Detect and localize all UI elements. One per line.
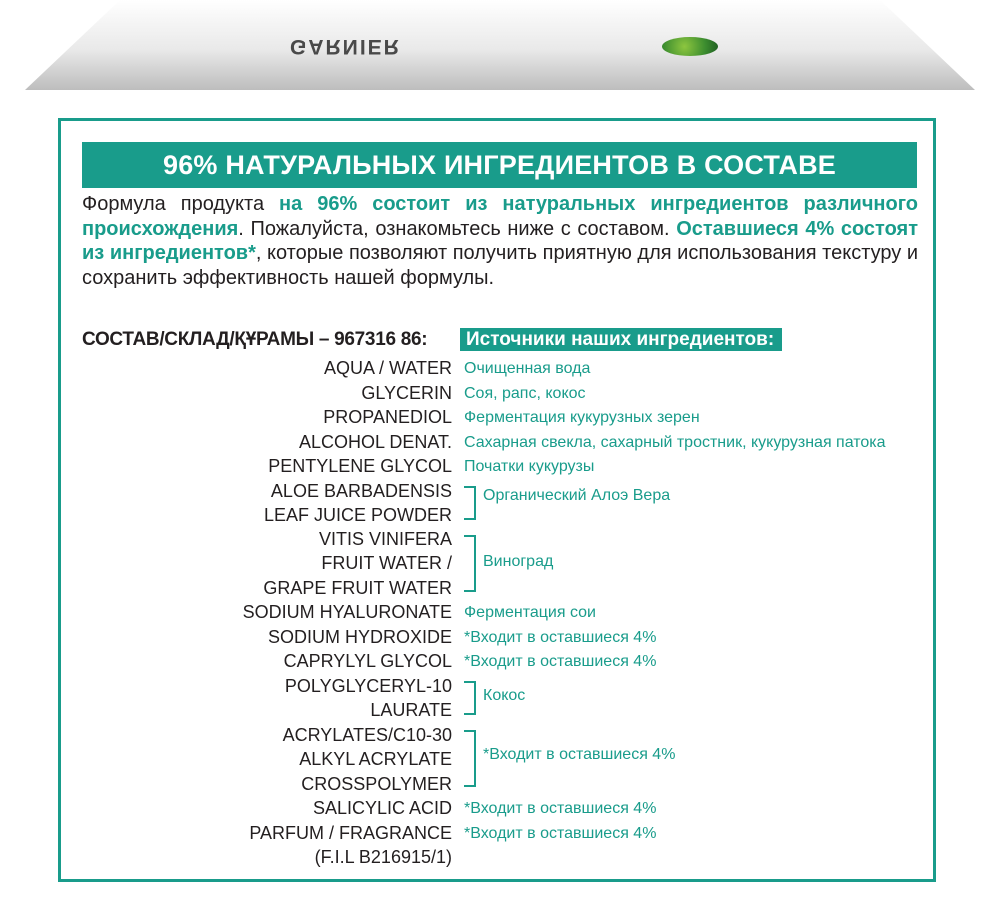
intro-text-2: . Пожалуйста, ознакомьтесь ниже с составом.	[238, 217, 677, 240]
intro-highlight-2: Оставшиеся 4% состоят из ингредиентов*	[82, 217, 918, 264]
ingredient-name: PENTYLENE GLYCOL	[268, 456, 452, 476]
ingredient-name: SODIUM HYALURONATE	[242, 602, 452, 622]
ingredient-name: ALKYL ACRYLATE	[299, 749, 452, 769]
ingredient-name: ALCOHOL DENAT.	[298, 432, 452, 452]
ingredient-source: *Входит в оставшиеся 4%	[483, 746, 676, 763]
ingredient-name: VITIS VINIFERA	[318, 529, 452, 549]
ingredient-source: Ферментация сои	[464, 604, 596, 621]
ingredient-source: *Входит в оставшиеся 4%	[464, 653, 657, 670]
ingredient-source: Ферментация кукурузных зерен	[464, 409, 700, 426]
natural-ingredients-banner: 96% НАТУРАЛЬНЫХ ИНГРЕДИЕНТОВ В СОСТАВЕ	[82, 142, 917, 188]
intro-text-3: , которые позволяют получить приятную для использования текстуру и сохранить эффективность нашей формулы.	[82, 242, 918, 289]
ingredient-name: (F.I.L B216915/1)	[314, 847, 452, 867]
ingredient-name: AQUA / WATER	[323, 358, 452, 378]
ingredient-source: Соя, рапс, кокос	[464, 385, 586, 402]
box-lid	[0, 0, 1000, 92]
ingredient-name: GLYCERIN	[361, 383, 452, 403]
ingredient-name: SODIUM HYDROXIDE	[267, 627, 452, 647]
ingredient-source: *Входит в оставшиеся 4%	[464, 800, 657, 817]
intro-text-1: Формула продукта	[82, 193, 280, 215]
intro-paragraph	[82, 192, 918, 290]
bracket-polyglyceryl	[464, 681, 476, 715]
ingredient-source: Органический Алоэ Вера	[483, 487, 671, 504]
ingredient-source: Сахарная свекла, сахарный тростник, кукурузная патока	[464, 434, 886, 451]
sources-header: Источники наших ингредиентов:	[460, 328, 782, 351]
ingredient-source: Виноград	[483, 553, 554, 570]
ingredient-name: POLYGLYCERYL-10	[284, 676, 452, 696]
ingredient-name: PARFUM / FRAGRANCE	[249, 823, 452, 843]
ingredient-source: Кокос	[483, 687, 526, 704]
brand-logo-mirrored: GARNIER	[290, 35, 401, 58]
ingredient-source: Очищенная вода	[464, 360, 591, 377]
ingredient-source: *Входит в оставшиеся 4%	[464, 825, 657, 842]
intro-highlight-1: на 96% состоит из натуральных ингредиентов различного происхождения	[82, 193, 919, 240]
ingredient-name: GRAPE FRUIT WATER	[263, 578, 452, 598]
ingredient-name: ALOE BARBADENSIS	[270, 481, 452, 501]
composition-label: СОСТАВ/СКЛАД/ҚҰРАМЫ – 967316 86:	[82, 329, 428, 350]
ingredient-name: CROSSPOLYMER	[301, 774, 452, 794]
bracket-grape	[464, 535, 476, 592]
ingredient-source: Початки кукурузы	[464, 458, 595, 475]
ingredient-name: FRUIT WATER /	[321, 553, 452, 573]
bracket-acrylates	[464, 730, 476, 787]
ingredient-name: CAPRYLYL GLYCOL	[283, 651, 452, 671]
bracket-aloe	[464, 486, 476, 520]
ingredient-name: PROPANEDIOL	[323, 407, 452, 427]
ingredient-name: ACRYLATES/C10-30	[282, 725, 452, 745]
ingredient-source: *Входит в оставшиеся 4%	[464, 629, 657, 646]
ingredient-name: LAURATE	[370, 700, 452, 720]
ingredient-name: SALICYLIC ACID	[312, 798, 452, 818]
ingredient-name: LEAF JUICE POWDER	[263, 505, 452, 525]
